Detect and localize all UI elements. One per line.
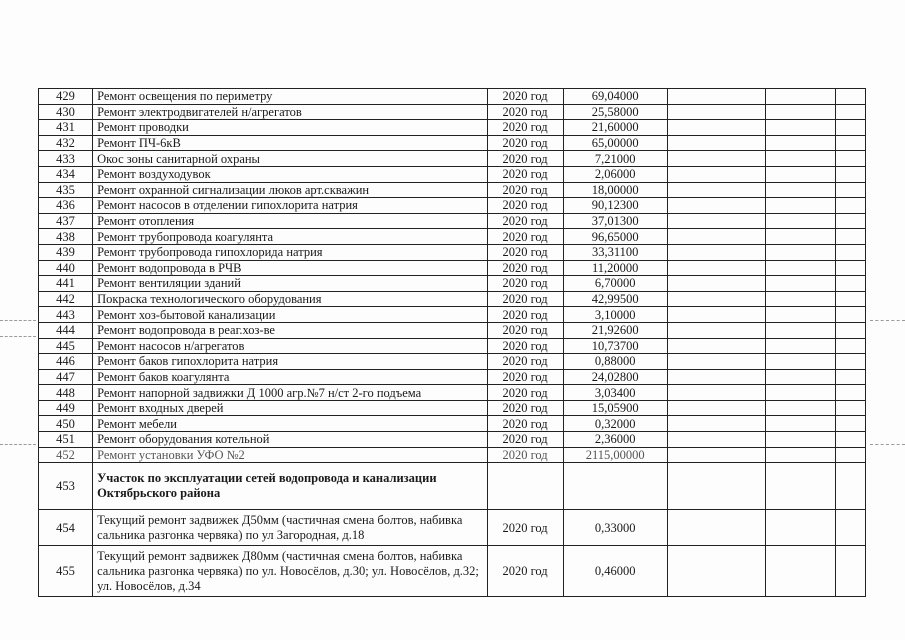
empty-cell	[765, 166, 835, 182]
work-amount: 69,04000	[563, 89, 667, 105]
empty-cell	[835, 120, 865, 136]
row-number: 435	[39, 182, 93, 198]
empty-cell	[667, 244, 765, 260]
empty-cell	[835, 213, 865, 229]
row-number: 448	[39, 385, 93, 401]
empty-cell	[563, 463, 667, 510]
row-number: 430	[39, 104, 93, 120]
row-number: 443	[39, 307, 93, 323]
work-year: 2020 год	[487, 229, 563, 245]
table-row	[39, 510, 866, 546]
empty-cell	[667, 307, 765, 323]
work-year: 2020 год	[487, 291, 563, 307]
table-row	[39, 385, 866, 401]
table-row	[39, 104, 866, 120]
empty-cell	[765, 447, 835, 463]
table-row	[39, 291, 866, 307]
empty-cell	[765, 151, 835, 167]
table-body	[39, 89, 866, 597]
empty-cell	[765, 291, 835, 307]
row-number: 439	[39, 244, 93, 260]
work-name: Ремонт отопления	[93, 213, 487, 229]
work-name: Ремонт мебели	[93, 416, 487, 432]
table-row	[39, 213, 866, 229]
table-row	[39, 400, 866, 416]
work-amount: 21,60000	[563, 120, 667, 136]
empty-cell	[765, 546, 835, 597]
table-row	[39, 354, 866, 370]
work-year: 2020 год	[487, 432, 563, 448]
empty-cell	[765, 400, 835, 416]
work-name: Ремонт проводки	[93, 120, 487, 136]
section-row	[39, 463, 866, 510]
empty-cell	[765, 354, 835, 370]
empty-cell	[667, 510, 765, 546]
work-amount: 2115,00000	[563, 447, 667, 463]
empty-cell	[667, 198, 765, 214]
work-name: Ремонт воздуходувок	[93, 166, 487, 182]
empty-cell	[667, 338, 765, 354]
empty-cell	[765, 135, 835, 151]
empty-cell	[765, 182, 835, 198]
row-number: 438	[39, 229, 93, 245]
section-title: Участок по эксплуатации сетей водопровода и канализации Октябрьского района	[93, 463, 487, 510]
scan-artifact-line	[870, 320, 905, 321]
table-row	[39, 338, 866, 354]
empty-cell	[835, 338, 865, 354]
empty-cell	[667, 135, 765, 151]
work-amount: 96,65000	[563, 229, 667, 245]
table-row	[39, 198, 866, 214]
work-year: 2020 год	[487, 385, 563, 401]
work-year: 2020 год	[487, 89, 563, 105]
row-number: 431	[39, 120, 93, 136]
work-name: Ремонт хоз-бытовой канализации	[93, 307, 487, 323]
work-amount: 21,92600	[563, 322, 667, 338]
work-amount: 15,05900	[563, 400, 667, 416]
empty-cell	[667, 291, 765, 307]
work-amount: 18,00000	[563, 182, 667, 198]
empty-cell	[835, 276, 865, 292]
work-amount: 42,99500	[563, 291, 667, 307]
work-year: 2020 год	[487, 447, 563, 463]
work-year: 2020 год	[487, 400, 563, 416]
empty-cell	[667, 182, 765, 198]
empty-cell	[765, 244, 835, 260]
work-amount: 3,03400	[563, 385, 667, 401]
empty-cell	[835, 166, 865, 182]
empty-cell	[835, 546, 865, 597]
table-row	[39, 89, 866, 105]
row-number: 440	[39, 260, 93, 276]
work-amount: 6,70000	[563, 276, 667, 292]
table-row	[39, 416, 866, 432]
table-row	[39, 260, 866, 276]
work-amount: 10,73700	[563, 338, 667, 354]
empty-cell	[765, 432, 835, 448]
empty-cell	[835, 432, 865, 448]
work-year: 2020 год	[487, 276, 563, 292]
work-name: Ремонт насосов в отделении гипохлорита натрия	[93, 198, 487, 214]
row-number: 453	[39, 463, 93, 510]
empty-cell	[835, 198, 865, 214]
row-number: 432	[39, 135, 93, 151]
empty-cell	[765, 307, 835, 323]
empty-cell	[835, 229, 865, 245]
work-year: 2020 год	[487, 198, 563, 214]
empty-cell	[765, 510, 835, 546]
work-year: 2020 год	[487, 120, 563, 136]
empty-cell	[667, 151, 765, 167]
empty-cell	[667, 229, 765, 245]
row-number: 454	[39, 510, 93, 546]
row-number: 434	[39, 166, 93, 182]
row-number: 444	[39, 322, 93, 338]
empty-cell	[667, 260, 765, 276]
empty-cell	[835, 385, 865, 401]
row-number: 451	[39, 432, 93, 448]
table-row	[39, 229, 866, 245]
empty-cell	[765, 322, 835, 338]
scan-artifact-line	[870, 444, 905, 445]
row-number: 447	[39, 369, 93, 385]
empty-cell	[667, 322, 765, 338]
empty-cell	[765, 276, 835, 292]
table-row	[39, 120, 866, 136]
row-number: 433	[39, 151, 93, 167]
empty-cell	[667, 432, 765, 448]
empty-cell	[667, 463, 765, 510]
work-year: 2020 год	[487, 151, 563, 167]
table-row	[39, 432, 866, 448]
empty-cell	[667, 447, 765, 463]
row-number: 445	[39, 338, 93, 354]
work-name: Ремонт охранной сигнализации люков арт.скважин	[93, 182, 487, 198]
work-year: 2020 год	[487, 307, 563, 323]
empty-cell	[765, 260, 835, 276]
row-number: 455	[39, 546, 93, 597]
work-name: Ремонт напорной задвижки Д 1000 агр.№7 н/ст 2-го подъема	[93, 385, 487, 401]
table-row	[39, 447, 866, 463]
work-name: Ремонт водопровода в реаг.хоз-ве	[93, 322, 487, 338]
work-amount: 90,12300	[563, 198, 667, 214]
table-row	[39, 546, 866, 597]
work-year: 2020 год	[487, 546, 563, 597]
empty-cell	[835, 307, 865, 323]
work-name: Покраска технологического оборудования	[93, 291, 487, 307]
row-number: 450	[39, 416, 93, 432]
work-year: 2020 год	[487, 369, 563, 385]
empty-cell	[835, 354, 865, 370]
table-row	[39, 244, 866, 260]
empty-cell	[835, 135, 865, 151]
work-year: 2020 год	[487, 104, 563, 120]
table-row	[39, 322, 866, 338]
work-year: 2020 год	[487, 338, 563, 354]
scan-artifact-line	[0, 336, 36, 337]
table-row	[39, 369, 866, 385]
row-number: 436	[39, 198, 93, 214]
empty-cell	[835, 463, 865, 510]
table-row	[39, 166, 866, 182]
work-amount: 0,46000	[563, 546, 667, 597]
scan-artifact-line	[0, 444, 36, 445]
work-name: Ремонт оборудования котельной	[93, 432, 487, 448]
empty-cell	[667, 385, 765, 401]
work-year: 2020 год	[487, 182, 563, 198]
work-year: 2020 год	[487, 354, 563, 370]
empty-cell	[667, 354, 765, 370]
work-name: Текущий ремонт задвижек Д50мм (частичная смена болтов, набивка сальника разгонка червяка) по ул Загородная, д.18	[93, 510, 487, 546]
empty-cell	[667, 120, 765, 136]
empty-cell	[667, 104, 765, 120]
table-row	[39, 307, 866, 323]
row-number: 449	[39, 400, 93, 416]
row-number: 441	[39, 276, 93, 292]
empty-cell	[835, 260, 865, 276]
work-year: 2020 год	[487, 416, 563, 432]
work-name: Ремонт освещения по периметру	[93, 89, 487, 105]
work-name: Ремонт входных дверей	[93, 400, 487, 416]
row-number: 437	[39, 213, 93, 229]
empty-cell	[667, 89, 765, 105]
empty-cell	[667, 276, 765, 292]
work-name: Ремонт трубопровода коагулянта	[93, 229, 487, 245]
empty-cell	[835, 510, 865, 546]
empty-cell	[765, 369, 835, 385]
empty-cell	[835, 151, 865, 167]
table-row	[39, 182, 866, 198]
empty-cell	[765, 89, 835, 105]
work-amount: 24,02800	[563, 369, 667, 385]
empty-cell	[835, 322, 865, 338]
work-amount: 0,33000	[563, 510, 667, 546]
empty-cell	[835, 89, 865, 105]
work-year: 2020 год	[487, 260, 563, 276]
empty-cell	[765, 385, 835, 401]
empty-cell	[667, 369, 765, 385]
work-name: Ремонт трубопровода гипохлорида натрия	[93, 244, 487, 260]
work-year: 2020 год	[487, 135, 563, 151]
row-number: 446	[39, 354, 93, 370]
work-amount: 33,31100	[563, 244, 667, 260]
empty-cell	[835, 182, 865, 198]
empty-cell	[765, 229, 835, 245]
empty-cell	[765, 198, 835, 214]
empty-cell	[487, 463, 563, 510]
work-name: Ремонт баков гипохлорита натрия	[93, 354, 487, 370]
empty-cell	[765, 416, 835, 432]
work-amount: 0,32000	[563, 416, 667, 432]
work-year: 2020 год	[487, 244, 563, 260]
empty-cell	[835, 400, 865, 416]
work-name: Ремонт водопровода в РЧВ	[93, 260, 487, 276]
row-number: 452	[39, 447, 93, 463]
empty-cell	[667, 416, 765, 432]
work-amount: 37,01300	[563, 213, 667, 229]
empty-cell	[835, 416, 865, 432]
work-amount: 25,58000	[563, 104, 667, 120]
work-name: Ремонт электродвигателей н/агрегатов	[93, 104, 487, 120]
work-year: 2020 год	[487, 213, 563, 229]
row-number: 429	[39, 89, 93, 105]
work-name: Ремонт баков коагулянта	[93, 369, 487, 385]
empty-cell	[835, 447, 865, 463]
empty-cell	[835, 369, 865, 385]
empty-cell	[765, 463, 835, 510]
table-row	[39, 151, 866, 167]
table-row	[39, 276, 866, 292]
scan-artifact-line	[0, 320, 36, 321]
empty-cell	[835, 104, 865, 120]
empty-cell	[765, 104, 835, 120]
work-amount: 11,20000	[563, 260, 667, 276]
empty-cell	[667, 546, 765, 597]
work-amount: 0,88000	[563, 354, 667, 370]
empty-cell	[835, 244, 865, 260]
work-amount: 7,21000	[563, 151, 667, 167]
work-name: Текущий ремонт задвижек Д80мм (частичная смена болтов, набивка сальника разгонка червяка) по ул. Новосёлов, д.30; ул. Новосёлов, д.32; ул. Новосёлов, д.34	[93, 546, 487, 597]
work-year: 2020 год	[487, 510, 563, 546]
work-name: Ремонт ПЧ-6кВ	[93, 135, 487, 151]
work-name: Окос зоны санитарной охраны	[93, 151, 487, 167]
table-row	[39, 135, 866, 151]
work-amount: 2,06000	[563, 166, 667, 182]
work-name: Ремонт насосов н/агрегатов	[93, 338, 487, 354]
empty-cell	[667, 213, 765, 229]
work-year: 2020 год	[487, 166, 563, 182]
empty-cell	[667, 166, 765, 182]
work-amount: 65,00000	[563, 135, 667, 151]
empty-cell	[765, 120, 835, 136]
work-name: Ремонт вентиляции зданий	[93, 276, 487, 292]
empty-cell	[765, 213, 835, 229]
row-number: 442	[39, 291, 93, 307]
empty-cell	[667, 400, 765, 416]
work-amount: 2,36000	[563, 432, 667, 448]
work-year: 2020 год	[487, 322, 563, 338]
work-name: Ремонт установки УФО №2	[93, 447, 487, 463]
empty-cell	[835, 291, 865, 307]
repair-works-table	[38, 88, 866, 597]
empty-cell	[765, 338, 835, 354]
work-amount: 3,10000	[563, 307, 667, 323]
